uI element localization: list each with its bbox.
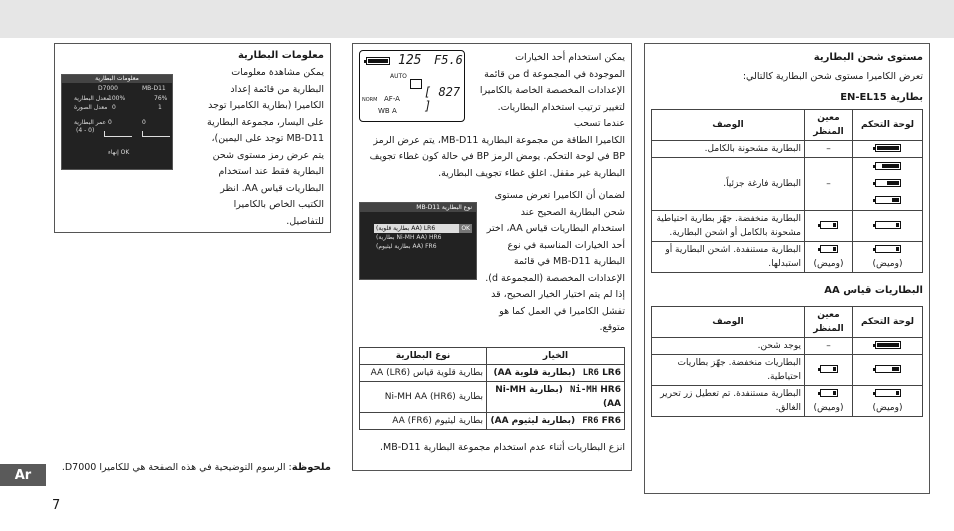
option-battery-icon: FR6	[582, 415, 599, 426]
battery-bp-para: الكاميرا الطاقة من مجموعة البطارية MB-D11، يتم عرض الرمز BP في لوحة التحكم. يومض الرمز BP في حالة كون غطاء تجويف البطارية غير مقفل. اغلق غطاء تجويف البطارية.	[369, 134, 625, 179]
battery-partial-icon	[875, 179, 901, 187]
lcd-shutter: 125	[398, 53, 422, 68]
t1-header-vf: معين المنظر	[805, 109, 853, 140]
info-grip-label: MB-D11	[142, 85, 166, 92]
battery-info-title: معلومات البطارية	[237, 50, 324, 61]
lcd-aperture: F5.6	[434, 53, 463, 67]
note-text: : الرسوم التوضيحية في هذه الصفحة هي للكاميرا D7000.	[61, 462, 292, 473]
info-done-button[interactable]: OK إنهاء	[108, 149, 130, 156]
battery-level-title: مستوى شحن البطارية	[813, 52, 923, 63]
battery-life-gauge-grip	[142, 131, 170, 137]
top-header-bar	[0, 0, 954, 38]
battery-low-icon	[875, 365, 901, 373]
option-battery-icon: Ni-MH	[570, 384, 598, 395]
table-row: Ni-MH HR6 (بطارية Ni-MH AA) بطارية Ni-MH AA (HR6)	[360, 381, 625, 412]
note-line	[54, 460, 331, 476]
table-row: LR6 LR6 (بطارية قلوية AA) بطارية قلوية قياس AA (LR6)	[360, 364, 625, 381]
lcd-count: [ 827 ]	[424, 85, 461, 113]
battery-type-para	[359, 188, 625, 337]
viewfinder-battery-empty-icon	[820, 389, 838, 397]
battery-type-menu-screen	[359, 202, 477, 280]
battery-type-table	[359, 347, 625, 430]
aa-table	[651, 306, 923, 417]
battery-empty-icon	[875, 389, 901, 397]
battery-level-intro: تعرض الكاميرا مستوى شحن البطارية كالتالي:	[742, 71, 923, 82]
battery-full-icon	[875, 144, 901, 152]
battery-full-icon	[875, 341, 901, 349]
battery-low-icon	[875, 221, 901, 229]
battery-info-section	[54, 43, 331, 233]
t2-header-desc: الوصف	[652, 306, 805, 337]
battery-life-gauge-cam	[104, 131, 132, 137]
table-row: – البطارية فارغة جزئياً.	[652, 157, 923, 210]
battery-empty-icon	[875, 245, 901, 253]
lcd-battery-icon	[366, 57, 390, 65]
info-cam-label: D7000	[98, 85, 118, 92]
table-row: البطارية منخفضة. جهّز بطارية احتياطية مشحونة بالكامل أو اشحن البطارية.	[652, 210, 923, 241]
menu-screen-title: نوع البطارية MB-D11	[360, 203, 476, 212]
battery-info-para: يمكن مشاهدة معلومات البطارية من قائمة إعداد الكاميرا (بطارية الكاميرا توجد على اليسار، مجموعة البطارية MB-D11 توجد على اليمين)، يتم عرض رمز مستوى شحن البطارية فقط عند استخدام البطاريات قياس AA. انظر الكتيب الخاص بالكاميرا للتفاصيل.	[206, 67, 324, 227]
lcd-af: AF-A	[384, 95, 400, 103]
lcd-norm: NORM	[362, 97, 378, 103]
enel15-title: بطارية EN-EL15	[840, 91, 923, 103]
t2-header-vf: معين المنظر	[805, 306, 853, 337]
control-panel-lcd-illustration	[359, 50, 465, 122]
table-row: FR6 FR6 (بطارية ليثيوم AA) بطارية ليثيوم AA (FR6)	[360, 412, 625, 429]
bt-header-option: الخيار	[487, 347, 625, 364]
battery-level-section	[644, 43, 930, 494]
table-row: (وميض) (وميض) البطارية مستنفدة. تم تعطيل زر تحرير الغالق.	[652, 385, 923, 416]
t1-header-panel: لوحة التحكم	[853, 109, 923, 140]
lcd-wb: WB A	[378, 107, 397, 115]
bt-header-type: نوع البطارية	[360, 347, 487, 364]
table-row: (وميض) (وميض) البطارية مستنفدة. اشحن البطارية أو استبدلها.	[652, 241, 923, 272]
menu-ok-badge: OK	[461, 225, 470, 232]
table-row: – يوجد شحن.	[652, 337, 923, 354]
enel15-table	[651, 109, 923, 273]
note-label: ملحوظة	[291, 462, 331, 473]
menu-option-fr6[interactable]: FR6 (AA بطارية ليثيوم)	[376, 243, 437, 250]
battery-order-section	[352, 43, 632, 471]
menu-option-hr6[interactable]: HR6 (Ni-MH AA بطارية)	[376, 234, 442, 241]
info-screen-title: معلومات البطارية	[62, 75, 172, 83]
battery-type-text: لضمان أن الكاميرا تعرض مستوى شحن البطارية الصحيح عند استخدام البطاريات قياس AA، اختر أحد الخيارات المناسبة في نوع البطارية MB-D11 في قائمة الإعدادات المخصصة (المجموعة d). إذا لم يتم اختيار الخيار الصحيح، قد تفشل الكاميرا في العمل كما هو متوقع.	[485, 190, 625, 333]
t2-header-panel: لوحة التحكم	[853, 306, 923, 337]
aa-title: البطاريات قياس AA	[824, 284, 923, 296]
battery-remove-note: انزع البطاريات أثناء عدم استخدام مجموعة البطارية MB-D11.	[379, 441, 625, 453]
menu-option-lr6[interactable]: LR6 (AA بطارية قلوية)	[374, 224, 472, 233]
battery-partial-icon	[875, 162, 901, 170]
language-tab: Ar	[0, 464, 46, 486]
lcd-mode: AUTO	[390, 73, 407, 80]
table-row: – البطارية مشحونة بالكامل.	[652, 140, 923, 157]
viewfinder-battery-empty-icon	[820, 245, 838, 253]
t1-header-desc: الوصف	[652, 109, 805, 140]
battery-order-para: يمكن استخدام أحد الخيارات الموجودة في المجموعة d من قائمة الإعدادات المخصصة الخاصة بالكاميرا لتغيير ترتيب استخدام البطاريات. عندما تسحب	[479, 52, 625, 129]
table-row: البطاريات منخفضة. جهّز بطاريات احتياطية.	[652, 354, 923, 385]
battery-info-screen: معلومات البطارية D7000 MB-D11 معدل البطارية 100% 76% معدل الصورة 0 1 عمر البطارية (4 - 0) 0 0 OK إنهاء	[61, 74, 173, 170]
viewfinder-battery-low-icon	[820, 365, 838, 373]
lcd-metering-icon	[410, 79, 422, 89]
viewfinder-battery-low-icon	[820, 221, 838, 229]
option-battery-icon: LR6	[582, 367, 599, 378]
page-number: 7	[52, 498, 61, 513]
battery-partial-icon	[875, 196, 901, 204]
